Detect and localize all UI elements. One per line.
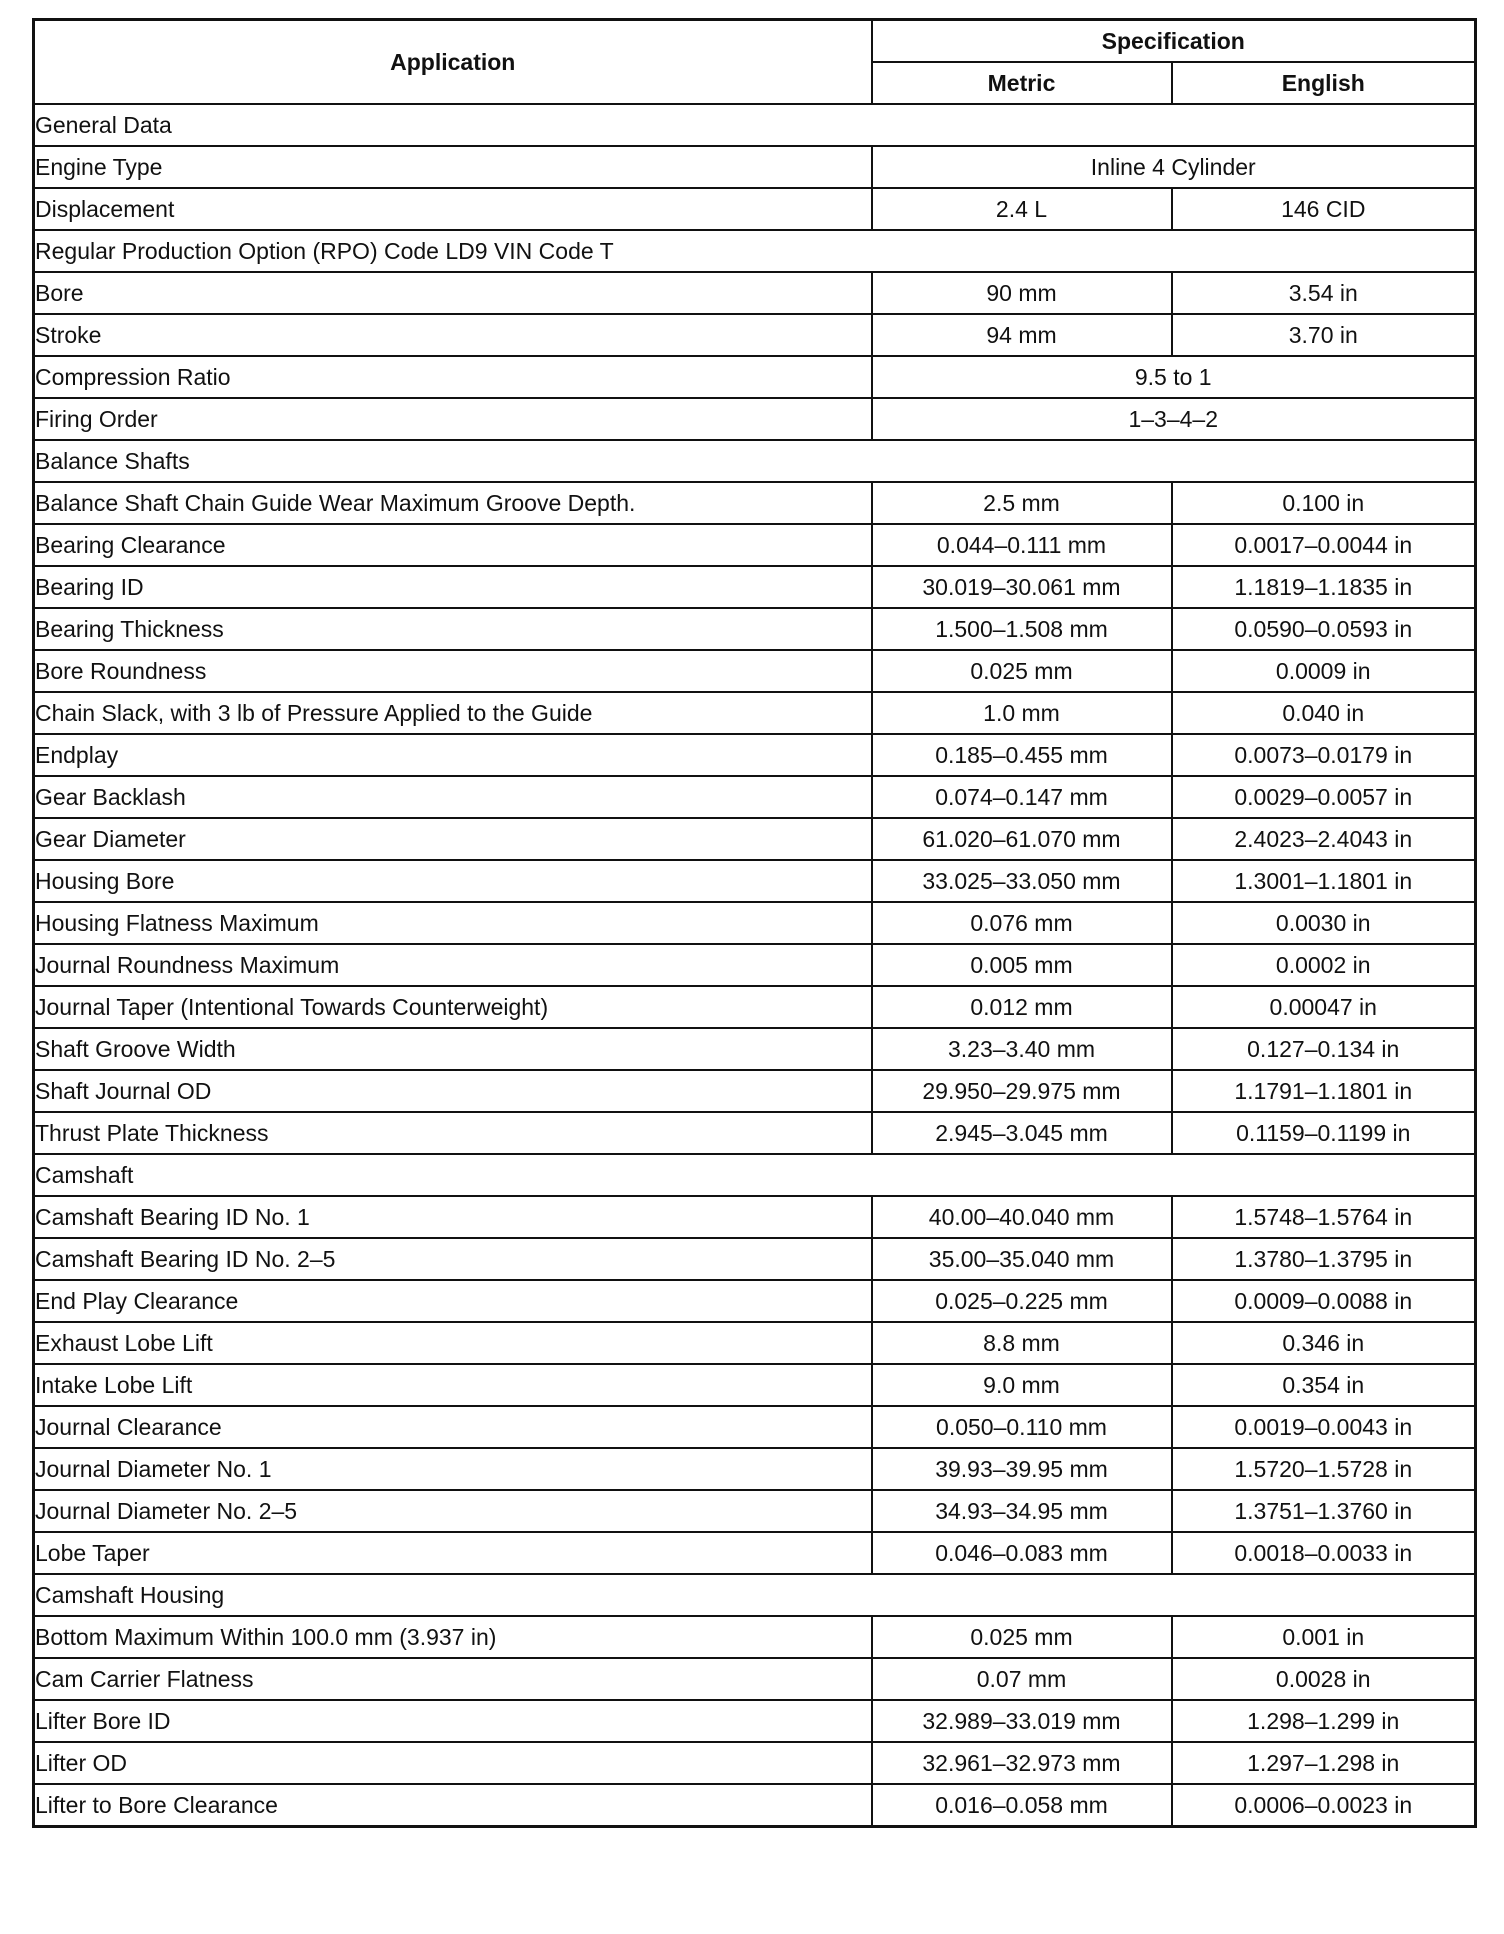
row-label: Gear Backlash — [34, 776, 872, 818]
english-header: English — [1172, 62, 1476, 104]
metric-value: 34.93–34.95 mm — [872, 1490, 1172, 1532]
metric-value: 9.0 mm — [872, 1364, 1172, 1406]
metric-value: 0.025–0.225 mm — [872, 1280, 1172, 1322]
metric-value: 0.016–0.058 mm — [872, 1784, 1172, 1827]
row-label: Housing Bore — [34, 860, 872, 902]
table-row — [34, 1532, 1476, 1574]
metric-value: 2.4 L — [872, 188, 1172, 230]
english-value: 0.0590–0.0593 in — [1172, 608, 1476, 650]
metric-value: 0.012 mm — [872, 986, 1172, 1028]
table-row — [34, 356, 1476, 398]
application-header: Application — [34, 20, 872, 105]
table-row — [34, 230, 1476, 272]
english-value: 0.0029–0.0057 in — [1172, 776, 1476, 818]
row-label: Lifter OD — [34, 1742, 872, 1784]
section-title: Balance Shafts — [34, 440, 1476, 482]
english-value: 0.0006–0.0023 in — [1172, 1784, 1476, 1827]
section-row — [34, 104, 1476, 146]
english-value: 0.1159–0.1199 in — [1172, 1112, 1476, 1154]
table-row — [34, 608, 1476, 650]
english-value: 0.0009 in — [1172, 650, 1476, 692]
section-row — [34, 1574, 1476, 1616]
metric-value: 8.8 mm — [872, 1322, 1172, 1364]
metric-value: 40.00–40.040 mm — [872, 1196, 1172, 1238]
english-value: 0.00047 in — [1172, 986, 1476, 1028]
english-value: 1.1791–1.1801 in — [1172, 1070, 1476, 1112]
english-value: 0.127–0.134 in — [1172, 1028, 1476, 1070]
english-value: 0.100 in — [1172, 482, 1476, 524]
row-label: End Play Clearance — [34, 1280, 872, 1322]
table-row — [34, 1280, 1476, 1322]
english-value: 1.3780–1.3795 in — [1172, 1238, 1476, 1280]
english-value: 0.0073–0.0179 in — [1172, 734, 1476, 776]
row-label: Compression Ratio — [34, 356, 872, 398]
table-row — [34, 1448, 1476, 1490]
english-value: 146 CID — [1172, 188, 1476, 230]
english-value: 0.001 in — [1172, 1616, 1476, 1658]
table-row — [34, 818, 1476, 860]
english-value: 1.5720–1.5728 in — [1172, 1448, 1476, 1490]
row-label: Lifter Bore ID — [34, 1700, 872, 1742]
table-row — [34, 650, 1476, 692]
metric-value: 0.185–0.455 mm — [872, 734, 1172, 776]
english-value: 0.0030 in — [1172, 902, 1476, 944]
table-row — [34, 1070, 1476, 1112]
row-label: Shaft Journal OD — [34, 1070, 872, 1112]
metric-value: 0.025 mm — [872, 1616, 1172, 1658]
metric-value: 32.989–33.019 mm — [872, 1700, 1172, 1742]
english-value: 1.298–1.299 in — [1172, 1700, 1476, 1742]
table-row — [34, 482, 1476, 524]
row-label: Bottom Maximum Within 100.0 mm (3.937 in) — [34, 1616, 872, 1658]
english-value: 1.3001–1.1801 in — [1172, 860, 1476, 902]
metric-header: Metric — [872, 62, 1172, 104]
specification-header: Specification — [872, 20, 1476, 63]
english-value: 1.297–1.298 in — [1172, 1742, 1476, 1784]
table-row — [34, 1490, 1476, 1532]
english-value: 0.0017–0.0044 in — [1172, 524, 1476, 566]
english-value: 0.354 in — [1172, 1364, 1476, 1406]
english-value: 1.5748–1.5764 in — [1172, 1196, 1476, 1238]
table-row — [34, 1238, 1476, 1280]
table-row — [34, 566, 1476, 608]
table-body — [34, 104, 1476, 1827]
english-value: 1.3751–1.3760 in — [1172, 1490, 1476, 1532]
table-row — [34, 1616, 1476, 1658]
spec-document — [32, 18, 1474, 1828]
section-row — [34, 440, 1476, 482]
table-row — [34, 1406, 1476, 1448]
table-row — [34, 1700, 1476, 1742]
table-header — [34, 20, 1476, 105]
table-row — [34, 398, 1476, 440]
row-label: Housing Flatness Maximum — [34, 902, 872, 944]
table-row — [34, 272, 1476, 314]
metric-value: 0.046–0.083 mm — [872, 1532, 1172, 1574]
english-value: 0.0019–0.0043 in — [1172, 1406, 1476, 1448]
metric-value: 0.044–0.111 mm — [872, 524, 1172, 566]
metric-value: 90 mm — [872, 272, 1172, 314]
row-label: Stroke — [34, 314, 872, 356]
table-row — [34, 1322, 1476, 1364]
english-value: 0.0002 in — [1172, 944, 1476, 986]
combined-value: 1–3–4–2 — [872, 398, 1476, 440]
row-label: Intake Lobe Lift — [34, 1364, 872, 1406]
metric-value: 3.23–3.40 mm — [872, 1028, 1172, 1070]
spec-table — [32, 18, 1477, 1828]
row-label: Bearing Thickness — [34, 608, 872, 650]
row-label: Journal Diameter No. 1 — [34, 1448, 872, 1490]
table-row — [34, 692, 1476, 734]
row-label: Journal Taper (Intentional Towards Counterweight) — [34, 986, 872, 1028]
metric-value: 32.961–32.973 mm — [872, 1742, 1172, 1784]
row-label: Cam Carrier Flatness — [34, 1658, 872, 1700]
row-label: Balance Shaft Chain Guide Wear Maximum Groove Depth. — [34, 482, 872, 524]
table-row — [34, 314, 1476, 356]
table-row — [34, 1112, 1476, 1154]
metric-value: 1.500–1.508 mm — [872, 608, 1172, 650]
row-label: Camshaft Bearing ID No. 1 — [34, 1196, 872, 1238]
row-label: Bore — [34, 272, 872, 314]
english-value: 0.040 in — [1172, 692, 1476, 734]
table-row — [34, 776, 1476, 818]
metric-value: 0.005 mm — [872, 944, 1172, 986]
english-value: 3.54 in — [1172, 272, 1476, 314]
english-value: 0.346 in — [1172, 1322, 1476, 1364]
row-label: Regular Production Option (RPO) Code LD9 VIN Code T — [34, 230, 1476, 272]
metric-value: 0.076 mm — [872, 902, 1172, 944]
table-row — [34, 146, 1476, 188]
row-label: Bore Roundness — [34, 650, 872, 692]
table-row — [34, 1742, 1476, 1784]
table-row — [34, 860, 1476, 902]
metric-value: 2.5 mm — [872, 482, 1172, 524]
table-row — [34, 188, 1476, 230]
metric-value: 2.945–3.045 mm — [872, 1112, 1172, 1154]
metric-value: 0.050–0.110 mm — [872, 1406, 1172, 1448]
english-value: 0.0009–0.0088 in — [1172, 1280, 1476, 1322]
english-value: 3.70 in — [1172, 314, 1476, 356]
row-label: Camshaft Bearing ID No. 2–5 — [34, 1238, 872, 1280]
english-value: 0.0028 in — [1172, 1658, 1476, 1700]
row-label: Bearing Clearance — [34, 524, 872, 566]
table-row — [34, 902, 1476, 944]
row-label: Journal Diameter No. 2–5 — [34, 1490, 872, 1532]
table-row — [34, 986, 1476, 1028]
metric-value: 39.93–39.95 mm — [872, 1448, 1172, 1490]
table-row — [34, 734, 1476, 776]
metric-value: 1.0 mm — [872, 692, 1172, 734]
combined-value: 9.5 to 1 — [872, 356, 1476, 398]
row-label: Shaft Groove Width — [34, 1028, 872, 1070]
metric-value: 0.07 mm — [872, 1658, 1172, 1700]
section-title: Camshaft Housing — [34, 1574, 1476, 1616]
table-row — [34, 1658, 1476, 1700]
row-label: Firing Order — [34, 398, 872, 440]
row-label: Chain Slack, with 3 lb of Pressure Applied to the Guide — [34, 692, 872, 734]
row-label: Journal Clearance — [34, 1406, 872, 1448]
english-value: 1.1819–1.1835 in — [1172, 566, 1476, 608]
metric-value: 0.074–0.147 mm — [872, 776, 1172, 818]
table-row — [34, 1196, 1476, 1238]
section-title: Camshaft — [34, 1154, 1476, 1196]
row-label: Journal Roundness Maximum — [34, 944, 872, 986]
header-row-top — [34, 20, 1476, 63]
row-label: Exhaust Lobe Lift — [34, 1322, 872, 1364]
table-row — [34, 524, 1476, 566]
row-label: Displacement — [34, 188, 872, 230]
metric-value: 29.950–29.975 mm — [872, 1070, 1172, 1112]
metric-value: 0.025 mm — [872, 650, 1172, 692]
english-value: 2.4023–2.4043 in — [1172, 818, 1476, 860]
table-row — [34, 1784, 1476, 1827]
english-value: 0.0018–0.0033 in — [1172, 1532, 1476, 1574]
row-label: Thrust Plate Thickness — [34, 1112, 872, 1154]
table-row — [34, 1364, 1476, 1406]
row-label: Lobe Taper — [34, 1532, 872, 1574]
row-label: Lifter to Bore Clearance — [34, 1784, 872, 1827]
row-label: Bearing ID — [34, 566, 872, 608]
section-row — [34, 1154, 1476, 1196]
row-label: Engine Type — [34, 146, 872, 188]
metric-value: 30.019–30.061 mm — [872, 566, 1172, 608]
section-title: General Data — [34, 104, 1476, 146]
row-label: Endplay — [34, 734, 872, 776]
table-row — [34, 944, 1476, 986]
combined-value: Inline 4 Cylinder — [872, 146, 1476, 188]
table-row — [34, 1028, 1476, 1070]
metric-value: 33.025–33.050 mm — [872, 860, 1172, 902]
metric-value: 61.020–61.070 mm — [872, 818, 1172, 860]
metric-value: 35.00–35.040 mm — [872, 1238, 1172, 1280]
row-label: Gear Diameter — [34, 818, 872, 860]
metric-value: 94 mm — [872, 314, 1172, 356]
